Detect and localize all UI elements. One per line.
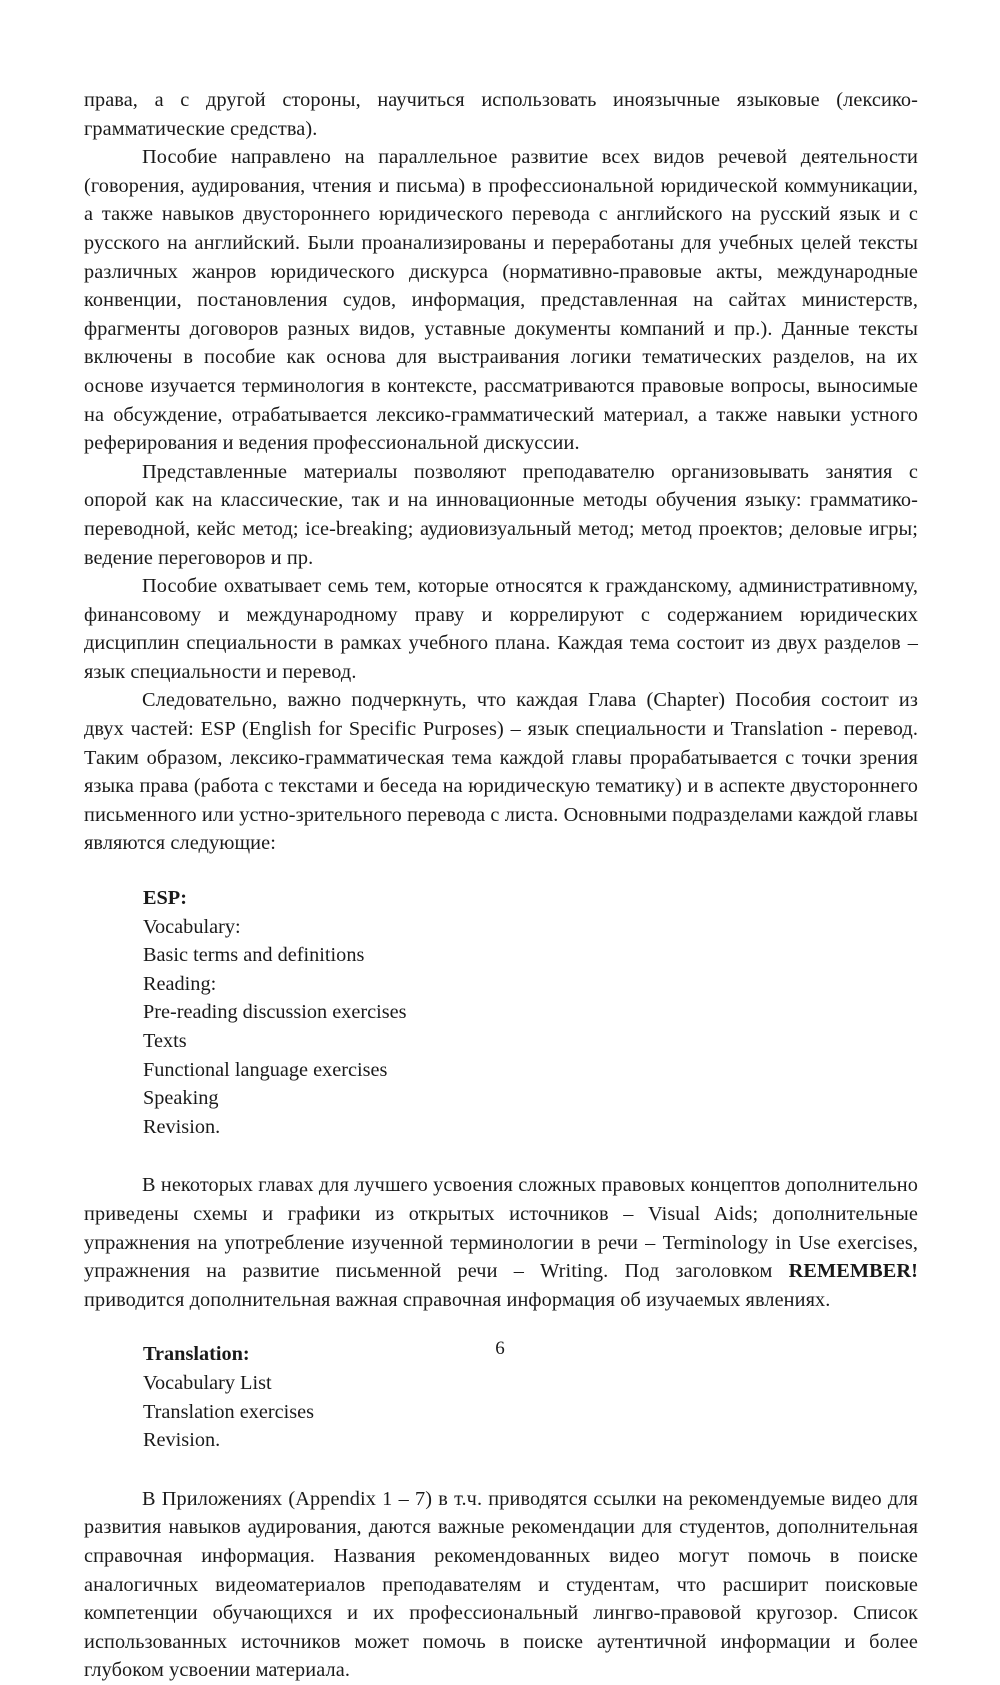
spacer — [84, 858, 918, 884]
page-number: 6 — [495, 1338, 505, 1359]
esp-section — [84, 884, 918, 1141]
esp-item: Functional language exercises — [143, 1058, 388, 1081]
translation-item: Translation exercises — [143, 1400, 315, 1423]
paragraph-manual-aims: Пособие направлено на параллельное развитие всех видов речевой деятельности (говорения, аудирования, чтения и письма) в профессиональной юридической коммуникации, а также навыков двустороннего юридического перевода с английского на русский язык и с русского на английский. Были проанализированы и переработаны для учебных целей тексты различных жанров юридического дискурса (нормативно-правовые акты, международные конвенции, постановления судов, информация, представленная на сайтах министерств, фрагменты договоров разных видов, уставные документы компаний и пр.). Данные тексты включены в пособие как основа для выстраивания логики тематических разделов, на их основе изучается терминология в контексте, рассматриваются правовые вопросы, выносимые на обсуждение, отрабатывается лексико-грамматический материал, а также навыки устного реферирования и ведения профессиональной дискуссии. — [84, 146, 918, 455]
esp-item: Revision. — [143, 1115, 221, 1138]
spacer — [84, 1314, 918, 1340]
spacer — [84, 1455, 918, 1485]
paragraph-teaching-methods: Представленные материалы позволяют преподавателю организовывать занятия с опорой как на классические, так и на инновационные методы обучения языку: грамматико-переводной, кейс метод; ice-breaking; аудиовизуальный метод; метод проектов; деловые игры; ведение переговоров и пр. — [84, 460, 918, 569]
esp-item: Speaking — [143, 1087, 219, 1110]
esp-item: Reading: — [143, 972, 217, 995]
paragraph-visual-aids-text-after: приводится дополнительная важная справочная информация об изучаемых явлениях. — [84, 1288, 831, 1311]
translation-item: Revision. — [143, 1429, 221, 1452]
esp-item: Basic terms and definitions — [143, 944, 365, 967]
spacer — [84, 1141, 918, 1171]
paragraph-chapter-structure: Следовательно, важно подчеркнуть, что каждая Глава (Chapter) Пособия состоит из двух частей: ESP (English for Specific Purposes) – язык специальности и Translation - перевод. Таким образом, лексико-грамматическая тема каждой главы прорабатывается с точки зрения языка права (работа с текстами и беседа на юридическую тематику) и в аспекте двустороннего письменного или устно-зрительного перевода с листа. Основными подразделами каждой главы являются следующие: — [84, 689, 918, 855]
esp-item: Pre-reading discussion exercises — [143, 1001, 407, 1024]
page-text-column — [84, 86, 918, 1685]
paragraph-appendices: В Приложениях (Appendix 1 – 7) в т.ч. приводятся ссылки на рекомендуемые видео для развития навыков аудирования, даются важные рекомендации для студентов, дополнительная справочная информация. Названия рекомендованных видео могут помочь в поиске аналогичных видеоматериалов преподавателям и студентам, что расширит поисковые компетенции обучающихся и их профессиональный лингво-правовой кругозор. Список использованных источников может помочь в поиске аутентичной информации и более глубоком усвоении материала. — [84, 1487, 918, 1682]
translation-item: Vocabulary List — [143, 1371, 272, 1394]
paragraph-seven-topics: Пособие охватывает семь тем, которые относятся к гражданскому, административному, финансовому и международному праву и коррелируют с содержанием юридических дисциплин специальности в рамках учебного плана. Каждая тема состоит из двух разделов – язык специальности и перевод. — [84, 575, 918, 683]
paragraph-continuation: права, а с другой стороны, научиться использовать иноязычные языковые (лексико-грамматические средства). — [84, 89, 918, 140]
esp-item: Vocabulary: — [143, 915, 241, 938]
paragraph-visual-aids-text-before: В некоторых главах для лучшего усвоения сложных правовых концептов дополнительно приведены схемы и графики из открытых источников – Visual Aids; дополнительные упражнения на употребление изученной терминологии в речи – Terminology in Use exercises, упражнения на развитие письменной речи – Writing. Под заголовком — [84, 1174, 918, 1283]
paragraph-visual-aids — [84, 1171, 918, 1314]
remember-keyword: REMEMBER! — [788, 1260, 918, 1283]
translation-heading: Translation: — [143, 1343, 250, 1366]
esp-item: Texts — [143, 1030, 187, 1052]
esp-heading: ESP: — [143, 887, 187, 910]
